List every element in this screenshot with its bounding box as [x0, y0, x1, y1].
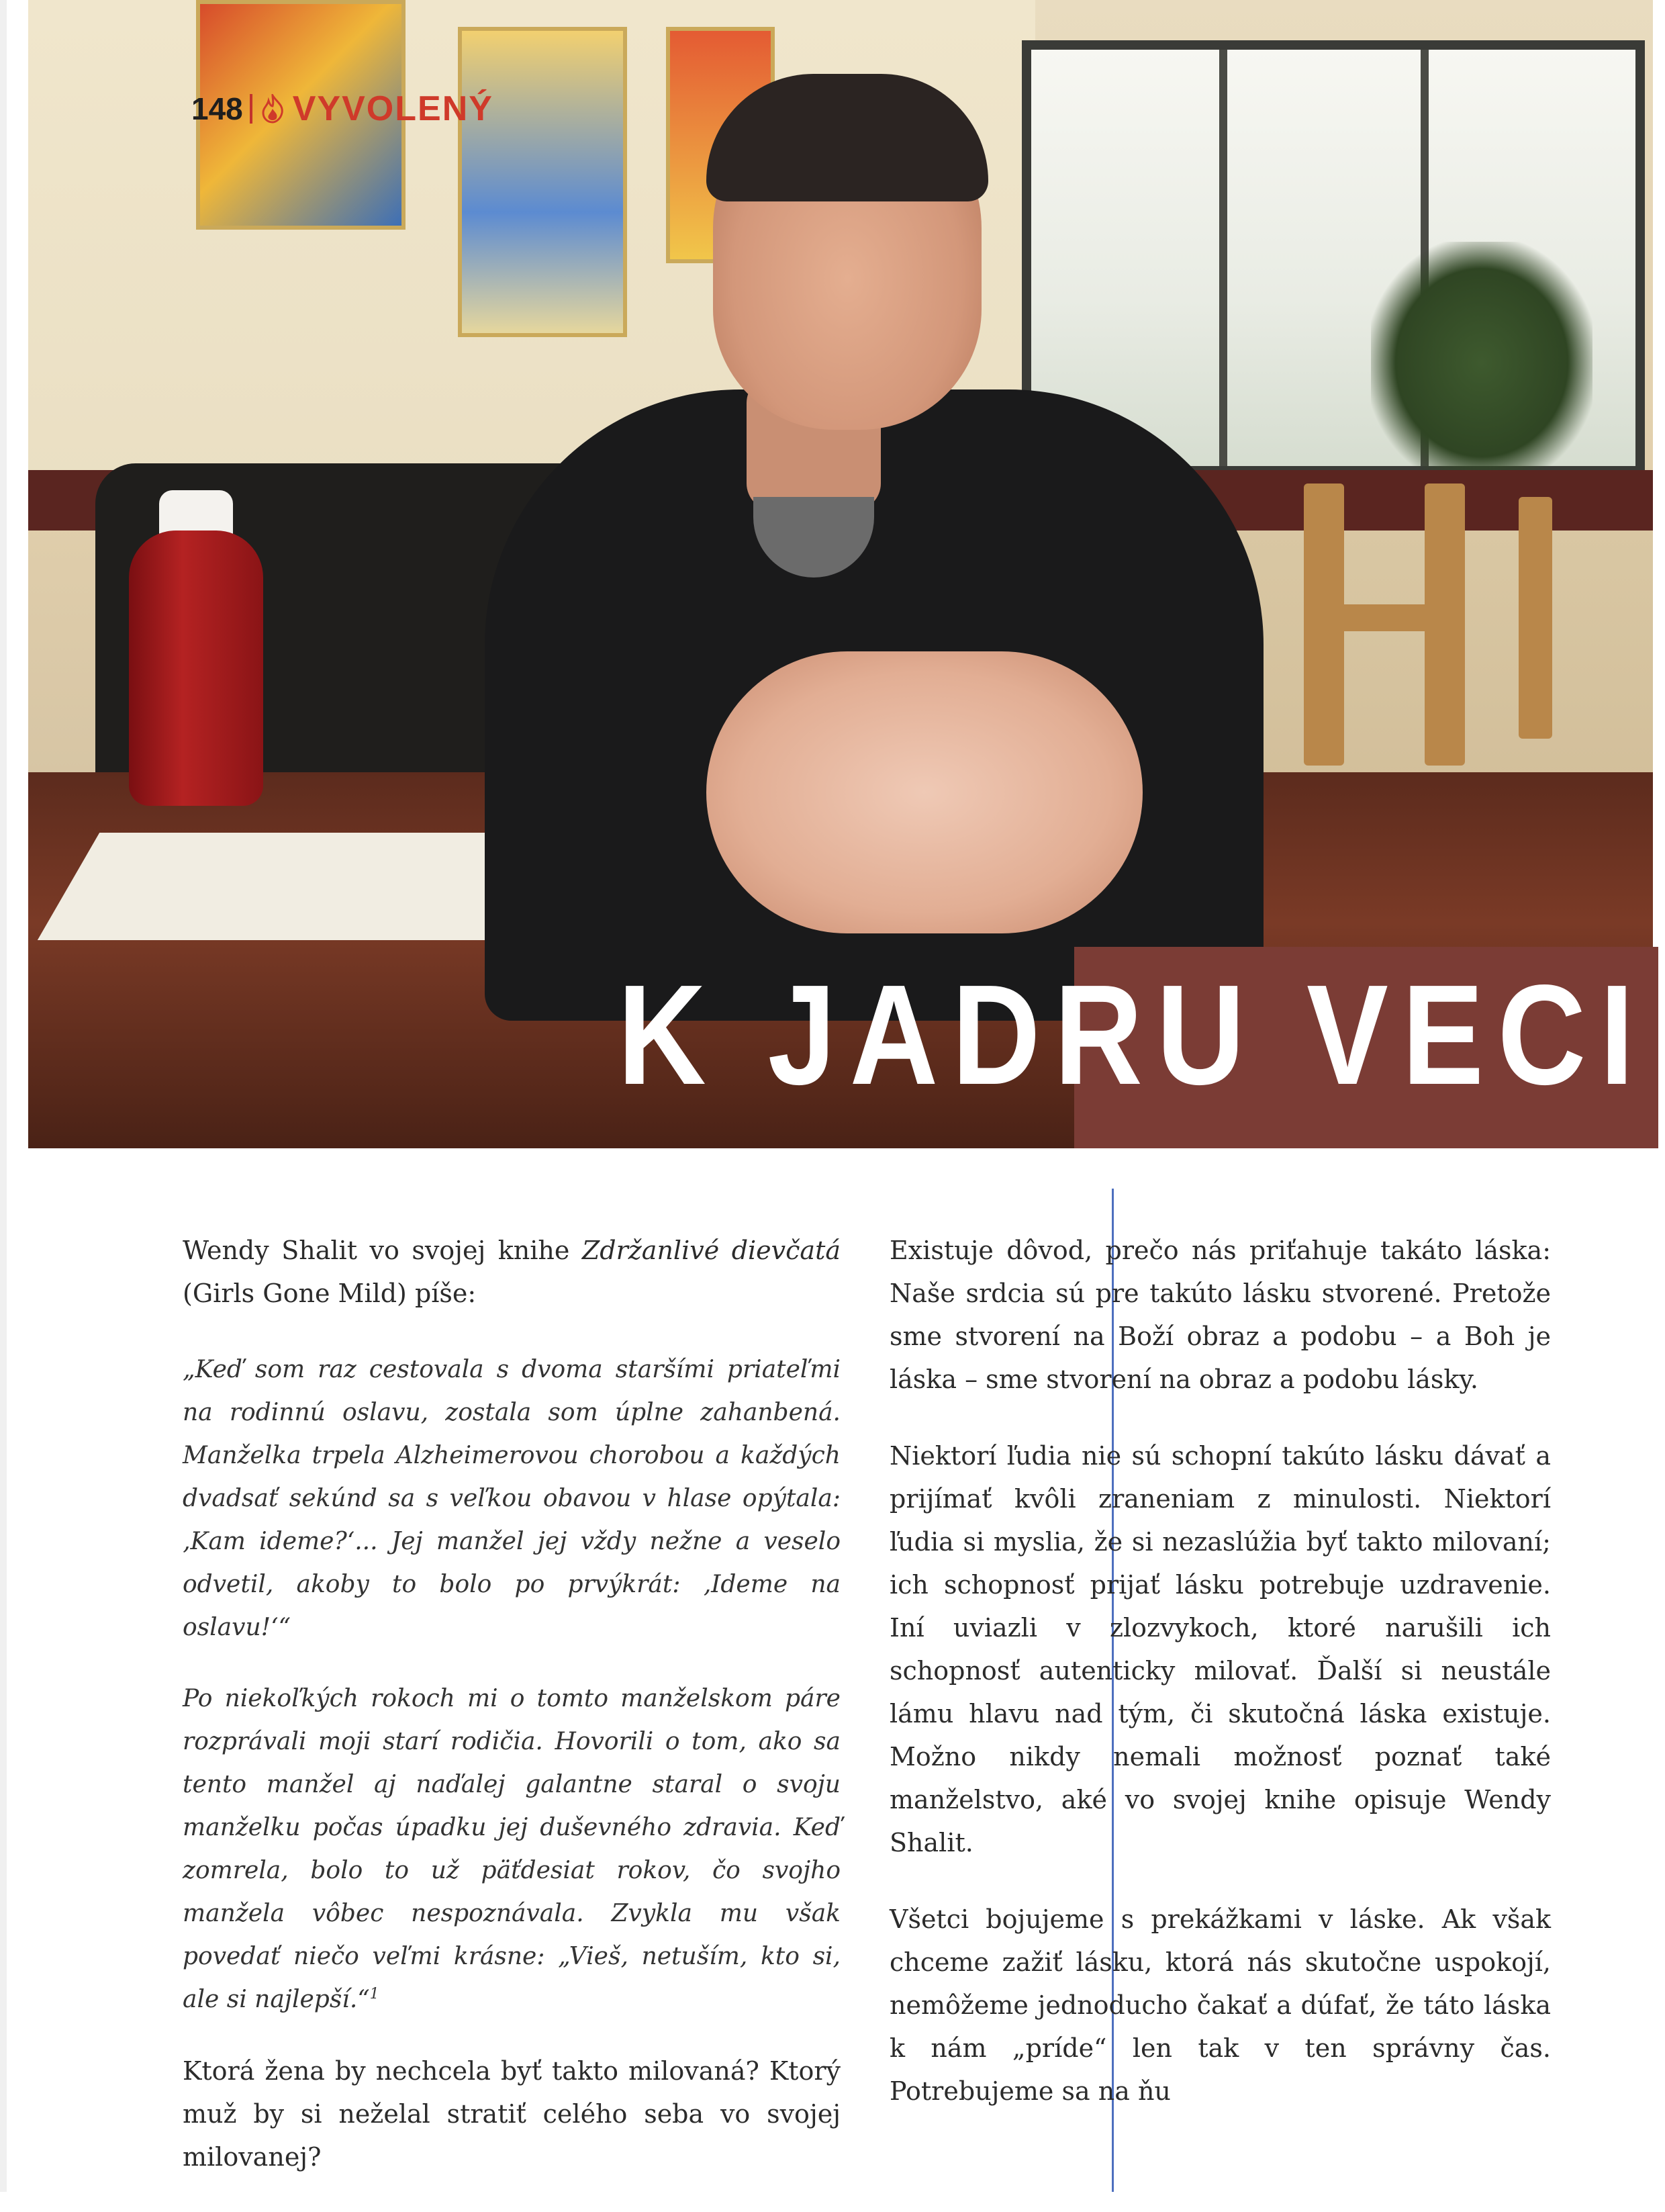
flame-icon: [259, 94, 286, 124]
photo-plant: [1371, 242, 1592, 483]
scan-edge: [0, 0, 7, 2192]
running-header: [191, 89, 493, 129]
photo-chair: [1519, 497, 1552, 739]
body-paragraph: Existuje dôvod, prečo nás priťahuje takáto láska: Naše srdcia sú pre takúto lásku stvorené. Pretože sme stvorení na Boží obraz a podobu – a Boh je láska – sme stvorení na obraz a podobu lásky.: [890, 1236, 1551, 1394]
page-number: 148: [191, 91, 243, 126]
bottle-body: [129, 531, 263, 806]
section-name: VYVOLENÝ: [292, 89, 493, 128]
intro-text: Wendy Shalit vo svojej knihe: [183, 1236, 582, 1265]
body-paragraph: Niektorí ľudia nie sú schopní takúto lásku dávať a prijímať kvôli zraneniam z minulosti. Niektorí ľudia si myslia, že si nezaslúžia byť takto milovaní; ich schopnosť prijať lásku potrebuje uzdravenie. Iní uviazli v zlozvykoch, ktoré narušili ich schopnosť autenticky milovať. Ďalší si neustále lámu hlavu nad tým, či skutočná láska existuje. Možno nikdy nemali možnosť poznať také manželstvo, aké vo svojej knihe opisuje Wendy Shalit.: [890, 1441, 1551, 1857]
person-hands: [706, 651, 1143, 933]
quote-paragraph-2: [183, 1677, 841, 2021]
header-separator: [250, 94, 252, 124]
ketchup-bottle: [129, 490, 263, 806]
left-column: [183, 1229, 841, 2212]
photo-chair: [1304, 604, 1465, 631]
quote-paragraph: „Keď som raz cestovala s dvoma staršími priateľmi na rodinnú oslavu, zostala som úplne zahanbená. Manželka trpela Alzheimerovou chorobou a každých dvadsať sekúnd sa s veľkou obavou v hlase opýtala: ‚Kam ideme?‘... Jej manžel jej vždy nežne a veselo odvetil, akoby to bolo po prvýkrát: ‚Ideme na oslavu!‘“: [183, 1356, 841, 1641]
book-title: Zdržanlivé dievčatá: [581, 1236, 841, 1265]
quote-text: Po niekoľkých rokoch mi o tomto manželskom páre rozprávali moji starí rodičia. Hovorili o tom, ako sa tento manžel aj naďalej galantne staral o svoju manželku počas úpadku jej duševného zdravia. Keď zomrela, bolo to už päťdesiat rokov, čo svojho manžela vôbec nespoznávala. Zvykla mu však povedať niečo veľmi krásne: „Vieš, netuším, kto si, ale si najlepší.“: [183, 1685, 841, 2013]
intro-text-end: (Girls Gone Mild) píše:: [183, 1279, 477, 1308]
body-paragraph: Ktorá žena by nechcela byť takto milovaná? Ktorý muž by si neželal stratiť celého seba vo svojej milovanej?: [183, 2056, 841, 2172]
intro-paragraph: [183, 1229, 841, 1315]
body-paragraph: Všetci bojujeme s prekážkami v láske. Ak však chceme zažiť lásku, ktorá nás skutočne uspokojí, nemôžeme jednoducho čakať a dúfať, že táto láska k nám „príde“ len tak v ten správny čas. Potrebujeme sa na ňu: [890, 1904, 1551, 2106]
article-title: K JADRU VECI: [618, 955, 1648, 1114]
right-column: [890, 1229, 1551, 2146]
footnote-marker: 1: [369, 1986, 379, 2002]
photo-person: [404, 94, 1277, 1021]
block-quote: [183, 1348, 841, 2021]
